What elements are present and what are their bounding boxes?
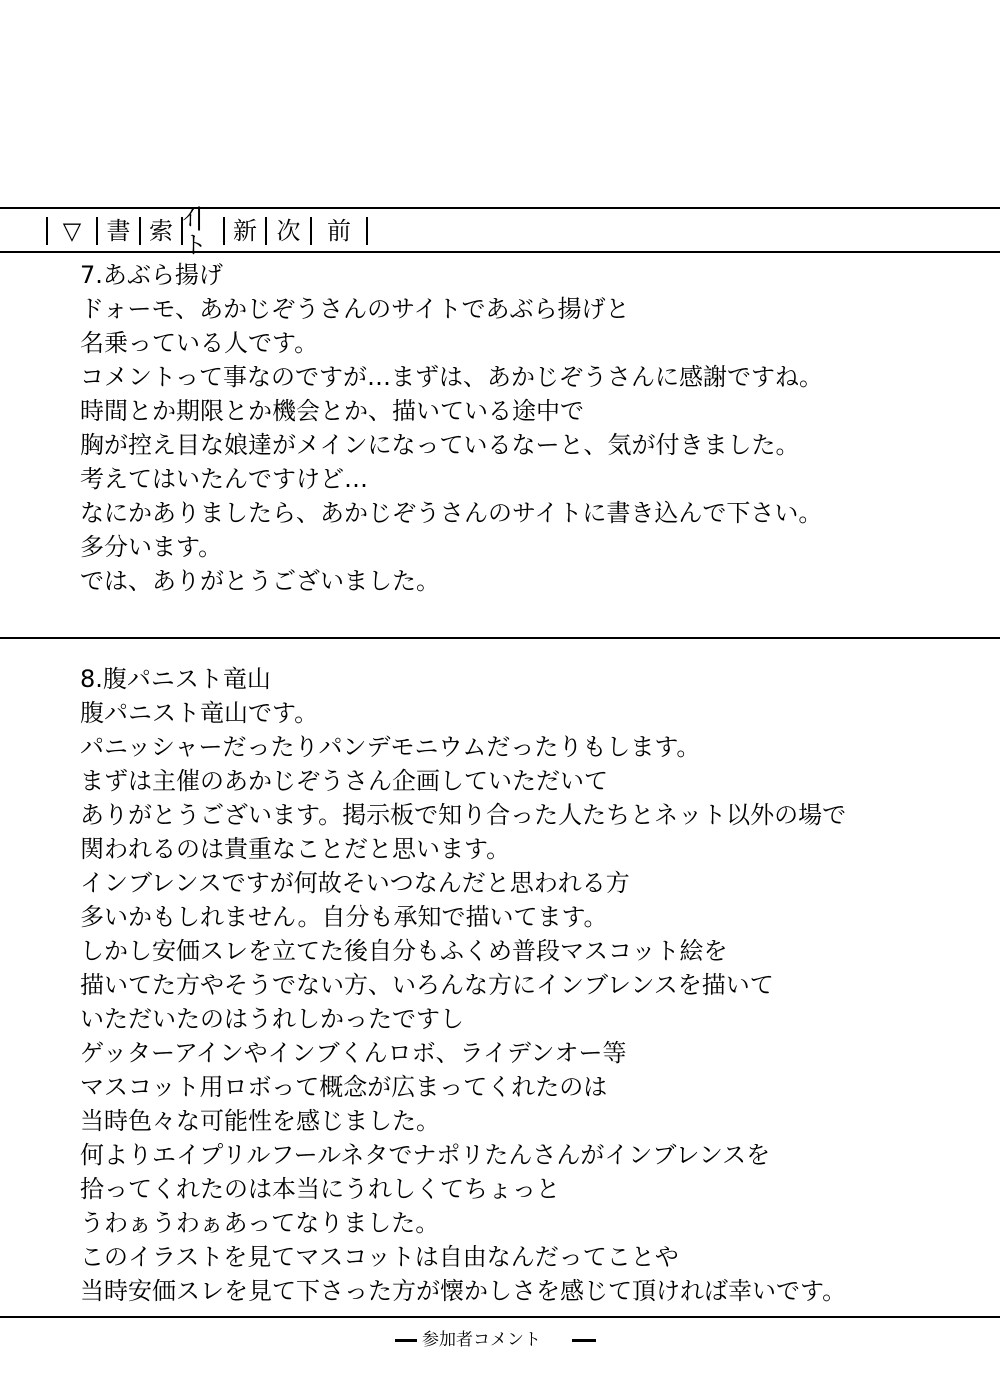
toolbar <box>0 203 1000 259</box>
comment-line: インブレンスですが何故そいつなんだと思われる方 <box>80 869 630 897</box>
write-button[interactable] <box>98 217 141 245</box>
comment-line: 胸が控え目な娘達がメインになっているなーと、気が付きました。 <box>80 431 800 459</box>
search-button[interactable] <box>141 217 183 245</box>
comment-line: いただいたのはうれしかったですし <box>80 1005 464 1033</box>
comment-line: うわぁうわぁあってなりました。 <box>80 1209 440 1237</box>
comment-line: コメントって事なのですが…まずは、あかじぞうさんに感謝ですね。 <box>80 363 824 391</box>
section-title: 8.腹パニスト竜山 <box>80 665 271 693</box>
page-footer <box>0 1326 1000 1356</box>
comment-line: ゲッターアインやインブくんロボ、ライデンオー等 <box>80 1039 627 1067</box>
footer-dash <box>395 1339 417 1342</box>
collapse-button[interactable] <box>48 217 98 245</box>
next-button[interactable] <box>267 217 312 245</box>
comment-line: しかし安価スレを立てた後自分もふくめ普段マスコット絵を <box>80 937 728 965</box>
comment-line: ありがとうございます。掲示板で知り合った人たちとネット以外の場で <box>80 801 847 829</box>
comment-line: 時間とか期限とか機会とか、描いている途中で <box>80 397 584 425</box>
index-button[interactable] <box>183 203 225 259</box>
comment-line: 考えてはいたんですけど… <box>80 465 368 493</box>
comment-section-7 <box>80 260 980 600</box>
write-button-label: 書 <box>106 217 131 245</box>
section-title: 7.あぶら揚げ <box>80 261 223 289</box>
comment-line: 多いかもしれません。自分も承知で描いてます。 <box>80 903 608 931</box>
index-button-label: ｲ|ト <box>183 203 207 259</box>
footer-label: 参加者コメント <box>422 1330 541 1350</box>
comment-section-8 <box>80 664 980 1310</box>
comment-line: ドォーモ、あかじぞうさんのサイトであぶら揚げと <box>80 295 630 323</box>
prev-button-label: 前 <box>327 217 351 245</box>
comment-line: 腹パニスト竜山です。 <box>80 699 319 727</box>
comment-line: 当時安価スレを見て下さった方が懐かしさを感じて頂ければ幸いです。 <box>80 1277 847 1305</box>
comment-line: 多分います。 <box>80 533 223 561</box>
prev-button[interactable] <box>312 217 368 245</box>
comment-line: 関われるのは貴重なことだと思います。 <box>80 835 511 863</box>
comment-line: 名乗っている人です。 <box>80 329 319 357</box>
comment-line: パニッシャーだったりパンデモニウムだったりもします。 <box>80 733 701 761</box>
new-button-label: 新 <box>233 217 257 245</box>
comment-line: 描いてた方やそうでない方、いろんな方にインブレンスを描いて <box>80 971 774 999</box>
comment-line: 当時色々な可能性を感じました。 <box>80 1107 440 1135</box>
comment-line: まずは主催のあかじぞうさん企画していただいて <box>80 767 608 795</box>
next-button-label: 次 <box>276 217 301 245</box>
comment-line: なにかありましたら、あかじぞうさんのサイトに書き込んで下さい。 <box>80 499 823 527</box>
footer-dash <box>572 1339 596 1342</box>
new-button[interactable] <box>225 217 267 245</box>
section-divider <box>0 637 1000 639</box>
comment-line: では、ありがとうございました。 <box>80 567 440 595</box>
comment-line: このイラストを見てマスコットは自由なんだってことや <box>80 1243 679 1271</box>
section-divider <box>0 1316 1000 1318</box>
search-button-label: 索 <box>149 217 173 245</box>
comment-line: 何よりエイプリルフールネタでナポリたんさんがインブレンスを <box>80 1141 771 1169</box>
comment-line: マスコット用ロボって概念が広まってくれたのは <box>80 1073 608 1101</box>
triangle-down-icon: ▽ <box>62 217 82 245</box>
comment-line: 拾ってくれたのは本当にうれしくてちょっと <box>80 1175 560 1203</box>
